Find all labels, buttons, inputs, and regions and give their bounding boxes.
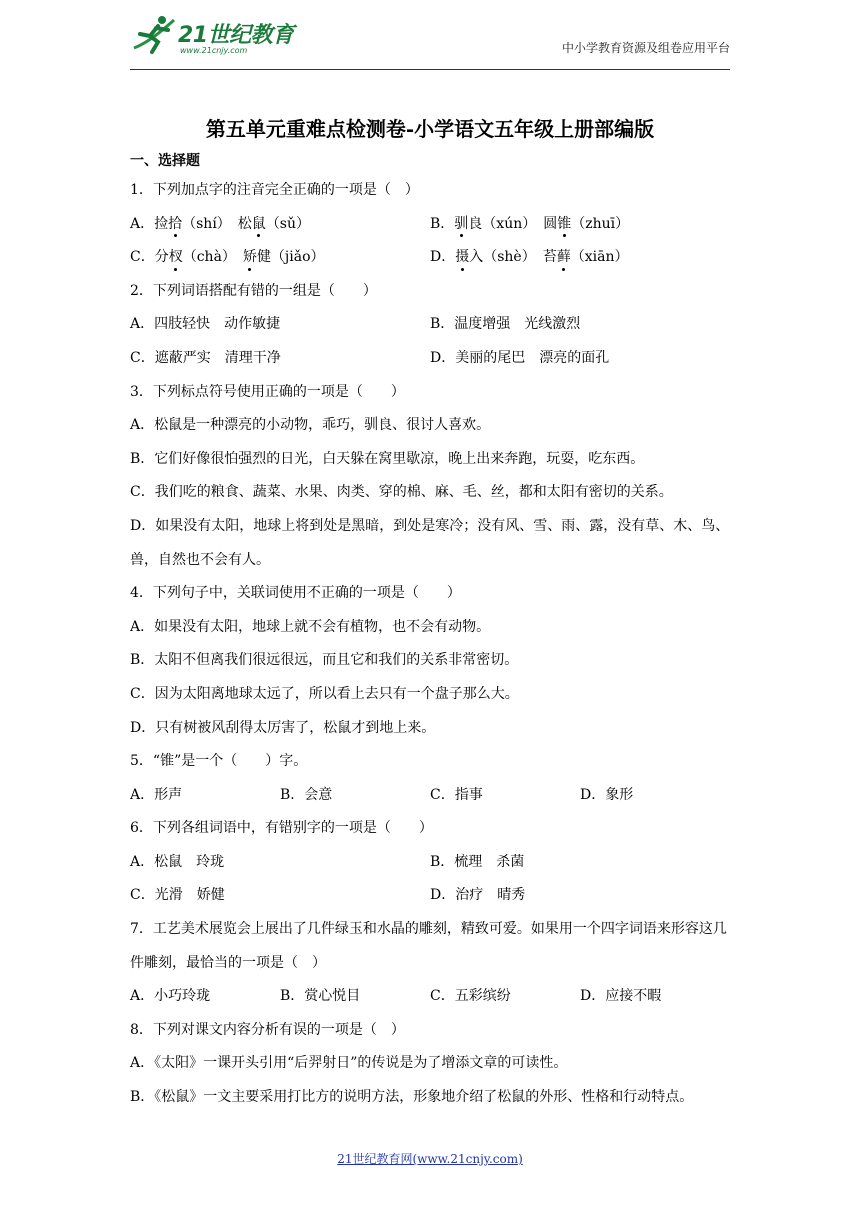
option-a: A．小巧玲珑: [130, 988, 211, 1005]
question-stem: 6．下列各组词语中，有错别字的一项是（ ）: [130, 820, 433, 837]
question-stem: 4．下列句子中，关联词使用不正确的一项是（ ）: [130, 585, 461, 602]
option-b: B．会意: [280, 786, 333, 803]
question-stem: 5．“锥”是一个（ ）字。: [130, 753, 308, 770]
question-stem: 3．下列标点符号使用正确的一项是（ ）: [130, 383, 405, 400]
option-row: [130, 779, 735, 813]
logo-text: 21世纪教育: [178, 23, 294, 48]
option-row: [130, 980, 735, 1014]
option-b: B．驯良（xún） 圆锥（zhuī）: [430, 208, 629, 242]
option-c: C．我们吃的粮食、蔬菜、水果、肉类、穿的棉、麻、毛、丝，都和太阳有密切的关系。: [130, 484, 673, 501]
option-b: B．《松鼠》一文主要采用打比方的说明方法，形象地介绍了松鼠的外形、性格和行动特点。: [130, 1089, 694, 1106]
footer-link[interactable]: 21世纪教育网(www.21cnjy.com): [337, 1152, 523, 1166]
option-c: C．分杈（chà） 矫健（jiǎo）: [130, 241, 325, 275]
option-b: B．温度增强 光线激烈: [430, 316, 581, 333]
section-heading: 一、选择题: [130, 153, 200, 169]
option-a: A．捡拾（shí） 松鼠（sǔ）: [130, 208, 310, 242]
option-d: D．美丽的尾巴 漂亮的面孔: [430, 349, 610, 366]
question-stem: 7．工艺美术展览会上展出了几件绿玉和水晶的雕刻，精致可爱。如果用一个四字词语来形容这几件雕刻，最恰当的一项是（ ）: [130, 921, 727, 971]
option-a: A．松鼠 玲珑: [130, 853, 225, 870]
option-row: [130, 846, 735, 880]
option-d: D．应接不暇: [580, 988, 662, 1005]
option-row: [130, 308, 735, 342]
option-b: B．它们好像很怕强烈的日光，白天躲在窝里歇凉，晚上出来奔跑，玩耍，吃东西。: [130, 450, 645, 467]
option-d: D．治疗 晴秀: [430, 887, 526, 904]
option-b: B．赏心悦目: [280, 988, 361, 1005]
option-d: D．如果没有太阳，地球上将到处是黑暗，到处是寒冷；没有风、雪、雨、露，没有草、木、鸟、兽，自然也不会有人。: [130, 517, 730, 568]
option-a: A．形声: [130, 786, 183, 803]
option-row: [130, 342, 735, 376]
page-header: [130, 12, 730, 70]
option-c: C．指事: [430, 786, 483, 803]
option-d: D．摄入（shè） 苔藓（xiān）: [430, 241, 628, 275]
option-c: C．光滑 娇健: [130, 887, 225, 904]
page-title: 第五单元重难点检测卷-小学语文五年级上册部编版: [205, 117, 655, 141]
runner-logo-icon: [130, 12, 180, 56]
option-b: B．太阳不但离我们很远很远，而且它和我们的关系非常密切。: [130, 652, 519, 669]
option-c: C．五彩缤纷: [430, 988, 511, 1005]
option-a: A．如果没有太阳，地球上就不会有植物，也不会有动物。: [130, 618, 491, 635]
header-divider: [130, 69, 730, 70]
option-row: [130, 241, 735, 275]
option-row: [130, 879, 735, 913]
question-stem: 2．下列词语搭配有错的一组是（ ）: [130, 282, 377, 299]
option-d: D．只有树被风刮得太厉害了，松鼠才到地上来。: [130, 719, 436, 736]
question-list: [130, 174, 735, 1115]
option-row: [130, 208, 735, 242]
question-stem: 8．下列对课文内容分析有误的一项是（ ）: [130, 1021, 405, 1038]
option-a: A．《太阳》一课开头引用“后羿射日”的传说是为了增添文章的可读性。: [130, 1055, 568, 1072]
question-stem: 1．下列加点字的注音完全正确的一项是（ ）: [130, 182, 419, 198]
logo-url: www.21cnjy.com: [180, 46, 248, 55]
option-a: A．松鼠是一种漂亮的小动物，乖巧，驯良、很讨人喜欢。: [130, 417, 491, 434]
option-c: C．因为太阳离地球太远了，所以看上去只有一个盘子那么大。: [130, 685, 519, 702]
option-b: B．梳理 杀菌: [430, 853, 525, 870]
site-logo: [130, 12, 300, 58]
header-platform-text: 中小学教育资源及组卷应用平台: [561, 41, 730, 55]
option-c: C．遮蔽严实 清理干净: [130, 349, 281, 366]
option-d: D．象形: [580, 786, 634, 803]
option-a: A．四肢轻快 动作敏捷: [130, 316, 281, 333]
